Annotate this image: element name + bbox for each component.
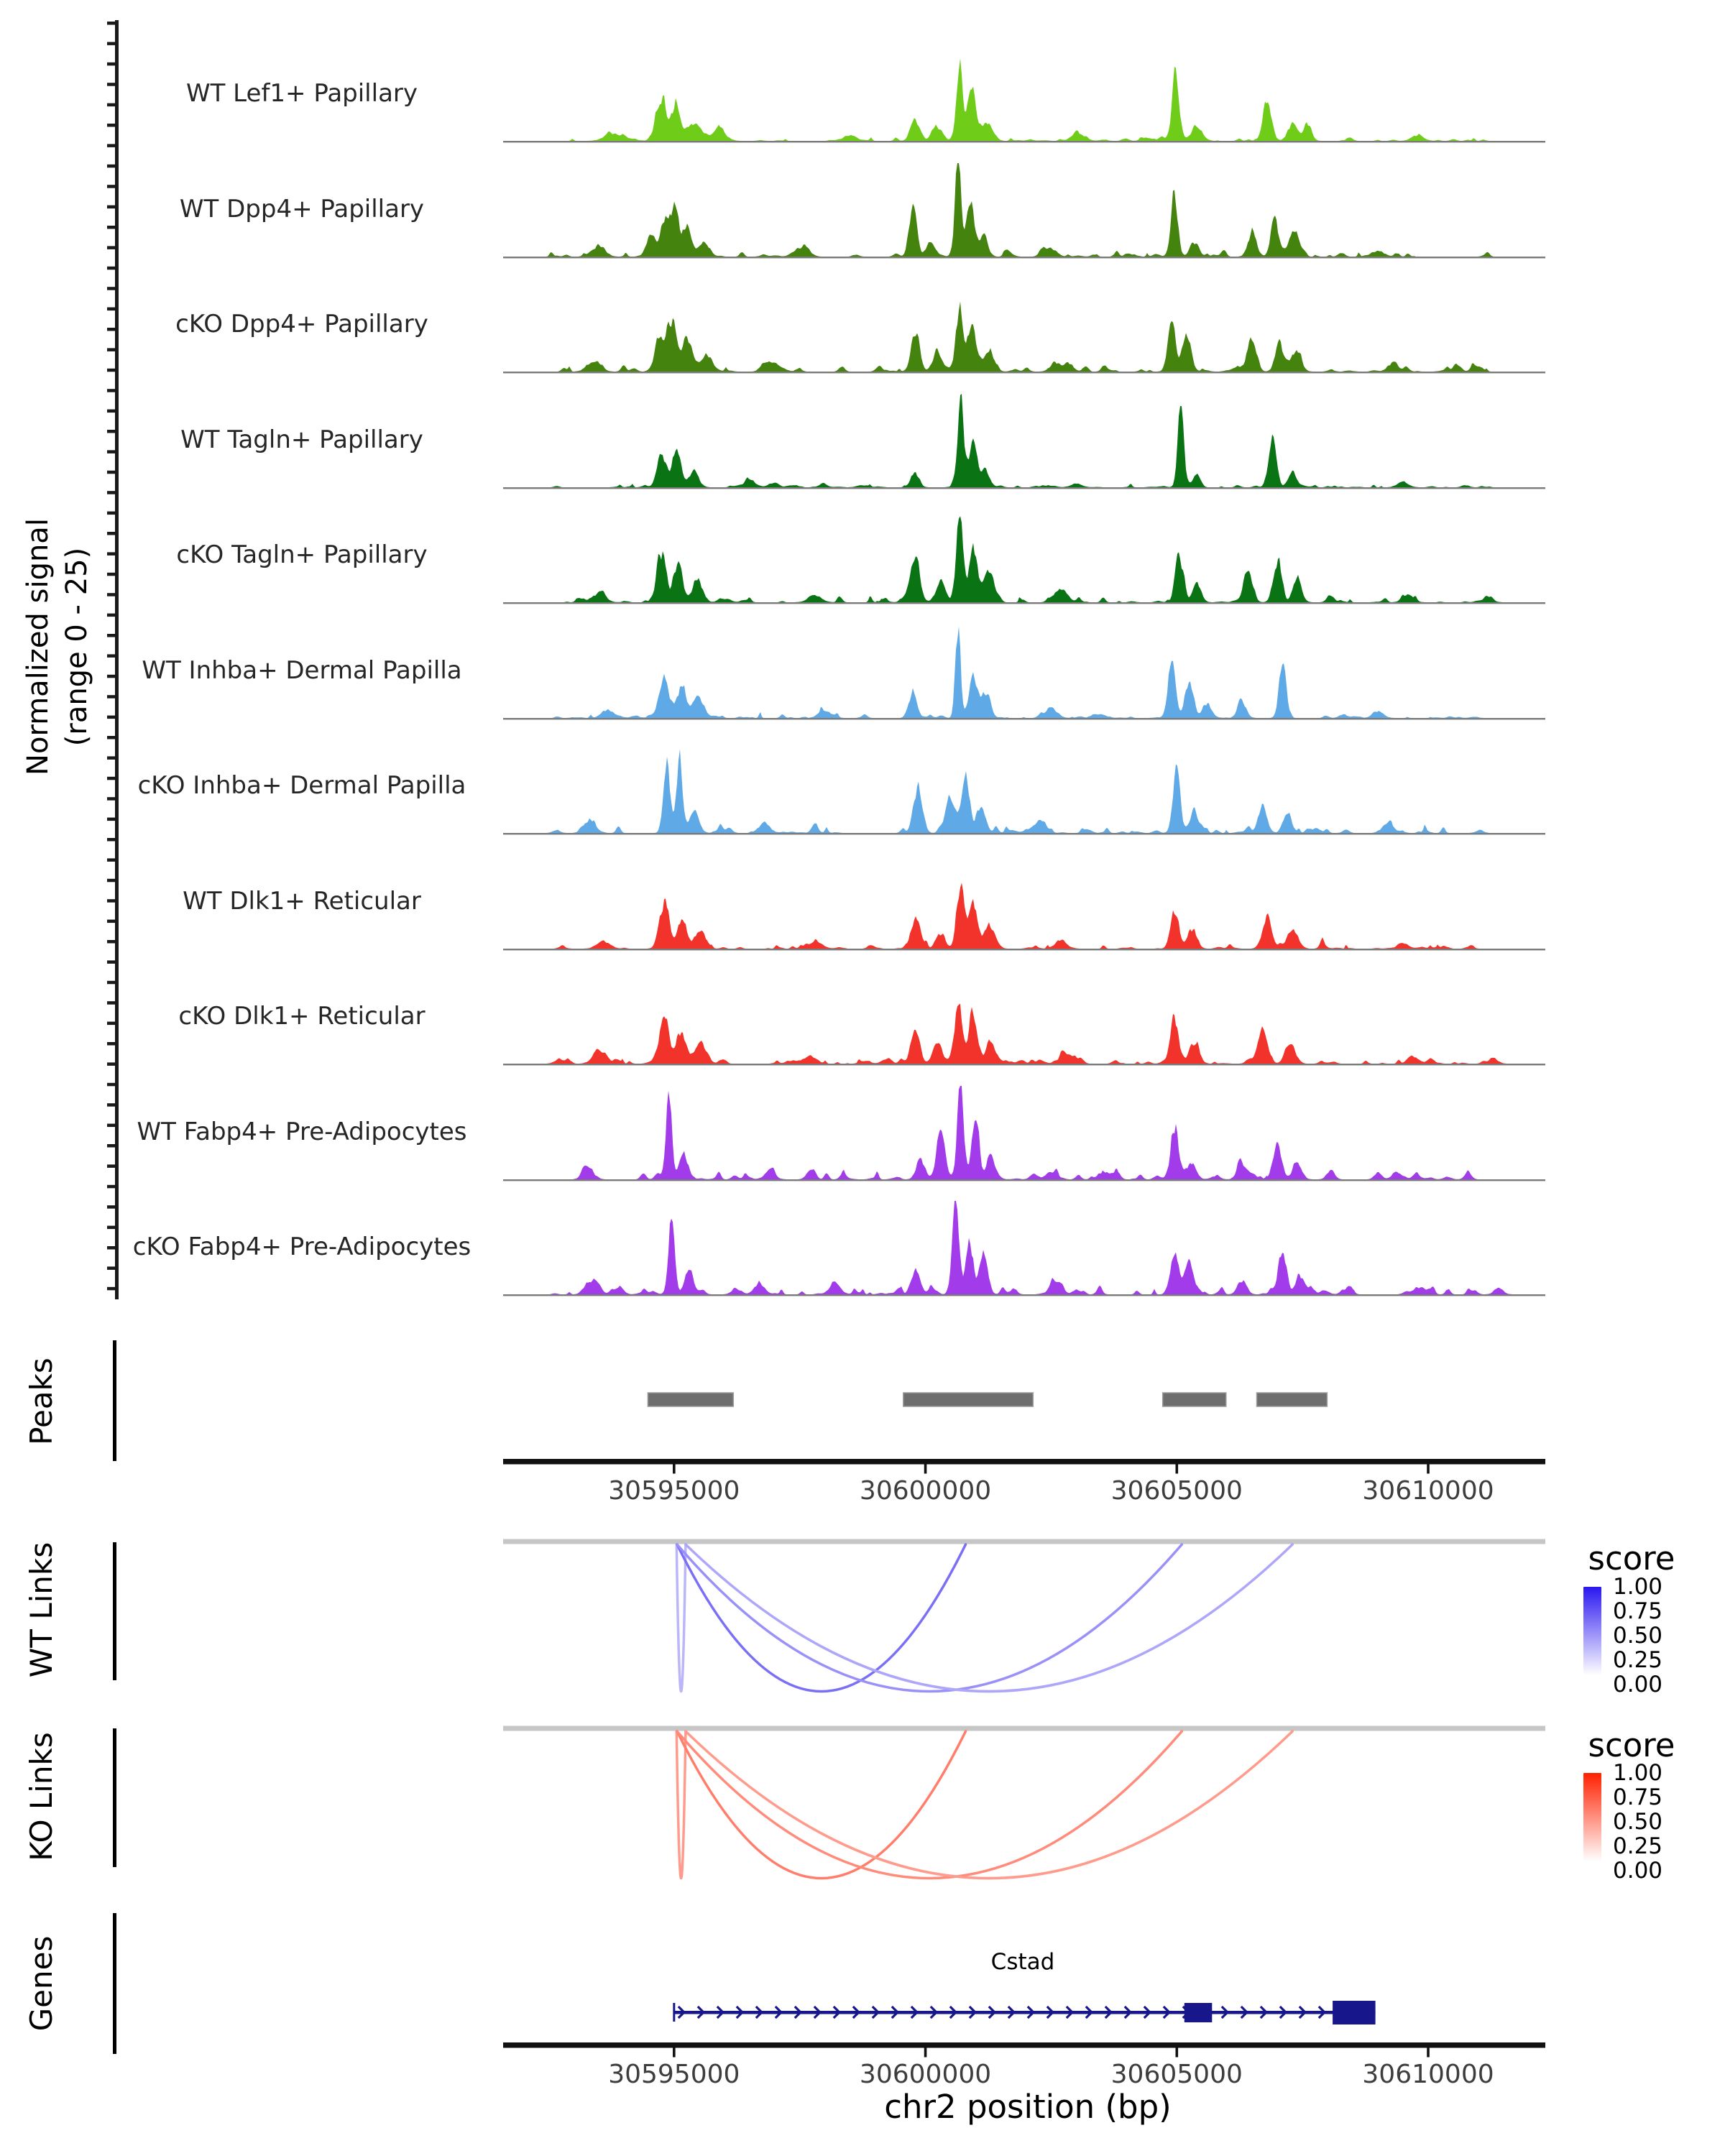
y-axis-tick xyxy=(107,206,115,209)
score-legend-tick-label: 0.25 xyxy=(1613,1833,1663,1859)
track-label: WT Dlk1+ Reticular xyxy=(183,886,421,916)
track-label: cKO Tagln+ Papillary xyxy=(176,540,428,569)
ko-links-arcs xyxy=(503,1724,1545,1904)
track-signal-svg xyxy=(503,382,1545,489)
y-axis-tick xyxy=(107,858,115,862)
axis-tick xyxy=(1427,2048,1430,2058)
y-axis-tick xyxy=(107,756,115,760)
y-axis-tick xyxy=(107,634,115,637)
links-top-line xyxy=(503,1726,1545,1731)
coverage-area xyxy=(503,626,1545,717)
axis-line xyxy=(503,1459,1545,1465)
peak-interval xyxy=(648,1393,733,1406)
track-baseline xyxy=(503,1064,1545,1065)
track-baseline xyxy=(503,1179,1545,1181)
y-axis-tick xyxy=(107,573,115,576)
axis-tick-label: 30600000 xyxy=(859,1476,992,1506)
track-label: WT Dpp4+ Papillary xyxy=(179,194,425,224)
ko-score-legend-title: score xyxy=(1588,1726,1675,1764)
axis-tick-label: 30610000 xyxy=(1362,2060,1494,2089)
coverage-area xyxy=(503,1201,1545,1294)
y-axis-tick xyxy=(107,736,115,740)
axis-tick xyxy=(924,1465,927,1474)
axis-tick xyxy=(673,1465,676,1474)
axis-tick xyxy=(924,2048,927,2058)
y-axis-tick xyxy=(107,920,115,923)
link-arc xyxy=(677,1731,966,1879)
y-axis-tick xyxy=(107,1226,115,1230)
track-signal-svg xyxy=(503,1189,1545,1296)
y-axis-tick xyxy=(107,797,115,801)
y-axis-tick xyxy=(107,532,115,535)
y-axis-tick xyxy=(107,328,115,331)
y-axis-tick xyxy=(107,818,115,821)
genome-axis-top xyxy=(503,1457,1545,1522)
gene-tss-mark xyxy=(673,2003,675,2022)
y-axis-tick xyxy=(107,1124,115,1128)
y-axis-tick xyxy=(107,1042,115,1046)
y-axis-tick xyxy=(107,369,115,372)
y-axis-tick xyxy=(107,124,115,127)
score-legend-tick-label: 0.50 xyxy=(1613,1623,1663,1649)
score-legend-tick-label: 0.00 xyxy=(1613,1858,1663,1884)
axis-tick-label: 30605000 xyxy=(1110,1476,1243,1506)
track-label: WT Lef1+ Papillary xyxy=(185,79,418,108)
track-signal-svg xyxy=(503,151,1545,259)
score-legend-tick-label: 0.50 xyxy=(1613,1809,1663,1835)
y-axis-tick xyxy=(107,1287,115,1291)
ko-links-section-bar xyxy=(113,1728,116,1867)
y-axis-tick xyxy=(107,1185,115,1189)
wt-score-legend-ticks xyxy=(1613,1574,1706,1697)
y-axis-tick xyxy=(107,695,115,699)
coverage-area xyxy=(503,1004,1545,1064)
y-axis-tick xyxy=(107,1022,115,1026)
link-arc xyxy=(676,1731,686,1879)
y-axis-tick xyxy=(107,654,115,658)
link-arc xyxy=(686,1731,1292,1879)
y-axis-tick xyxy=(107,42,115,45)
y-axis-tick xyxy=(107,83,115,86)
y-axis-tick xyxy=(107,185,115,188)
y-axis-tick xyxy=(107,430,115,433)
peaks-section-bar xyxy=(113,1340,116,1461)
axis-tick-label: 30600000 xyxy=(859,2060,992,2089)
score-legend-tick-label: 0.75 xyxy=(1613,1784,1663,1810)
peak-interval xyxy=(1163,1393,1226,1406)
track-baseline xyxy=(503,372,1545,373)
score-legend-tick-label: 0.25 xyxy=(1613,1647,1663,1673)
y-axis-tick xyxy=(107,491,115,494)
coverage-area xyxy=(503,58,1545,141)
coverage-area xyxy=(503,1086,1545,1179)
peaks-section-label: Peaks xyxy=(23,1358,59,1445)
wt-score-legend-title: score xyxy=(1588,1539,1675,1577)
x-axis-label: chr2 position (bp) xyxy=(884,2087,1172,2126)
track-baseline xyxy=(503,257,1545,258)
y-axis-tick xyxy=(107,614,115,617)
axis-tick-label: 30605000 xyxy=(1110,2060,1243,2089)
y-axis-tick xyxy=(107,410,115,413)
y-axis-tick xyxy=(107,777,115,780)
y-axis-tick xyxy=(107,389,115,392)
y-axis-tick xyxy=(107,1164,115,1168)
track-signal-svg xyxy=(503,612,1545,720)
y-axis-tick xyxy=(107,1205,115,1209)
ko-score-legend-gradient xyxy=(1583,1773,1601,1861)
y-axis-tick xyxy=(107,1062,115,1066)
y-axis-tick xyxy=(107,1083,115,1087)
track-baseline xyxy=(503,718,1545,719)
y-axis-tick xyxy=(107,675,115,678)
coverage-area xyxy=(503,163,1545,257)
y-axis-tick xyxy=(107,593,115,596)
y-axis-tick xyxy=(107,1103,115,1107)
track-label: cKO Dpp4+ Papillary xyxy=(175,310,428,338)
y-axis-tick xyxy=(107,879,115,883)
track-label: WT Tagln+ Papillary xyxy=(180,425,423,454)
y-axis-tick xyxy=(107,940,115,944)
y-axis-tick xyxy=(107,267,115,270)
y-axis-tick xyxy=(107,471,115,474)
track-baseline xyxy=(503,141,1545,142)
y-axis-tick xyxy=(107,1246,115,1250)
y-axis-tick xyxy=(107,1001,115,1005)
track-label: cKO Fabp4+ Pre-Adipocytes xyxy=(132,1233,472,1261)
score-legend-tick-label: 1.00 xyxy=(1613,1760,1663,1786)
wt-score-legend-gradient xyxy=(1583,1587,1601,1675)
track-label: cKO Inhba+ Dermal Papilla xyxy=(137,771,466,800)
axis-tick xyxy=(1175,2048,1178,2058)
coverage-area xyxy=(503,302,1545,372)
gene-exon xyxy=(1184,2003,1213,2022)
link-arc xyxy=(677,1544,966,1692)
y-axis-tick xyxy=(107,1266,115,1270)
track-baseline xyxy=(503,1294,1545,1296)
axis-tick xyxy=(1175,1465,1178,1474)
genes-section-bar xyxy=(113,1913,116,2054)
y-axis-tick xyxy=(107,287,115,290)
link-arc xyxy=(676,1544,686,1692)
y-axis-tick xyxy=(107,63,115,66)
track-signal-svg xyxy=(503,843,1545,951)
track-signal-svg xyxy=(503,497,1545,604)
score-legend-tick-label: 1.00 xyxy=(1613,1574,1663,1600)
wt-links-section-label: WT Links xyxy=(23,1542,59,1678)
track-label: WT Fabp4+ Pre-Adipocytes xyxy=(137,1117,467,1146)
track-signal-svg xyxy=(503,266,1545,374)
y-axis-tick xyxy=(107,450,115,453)
gene-model xyxy=(503,1981,1545,2032)
links-top-line xyxy=(503,1539,1545,1544)
track-signal-svg xyxy=(503,958,1545,1066)
track-label: cKO Dlk1+ Reticular xyxy=(178,1002,426,1031)
y-axis-tick xyxy=(107,348,115,351)
track-signal-svg xyxy=(503,1074,1545,1181)
wt-links-arcs xyxy=(503,1537,1545,1717)
y-axis-tick xyxy=(107,144,115,147)
link-arc xyxy=(686,1544,1292,1692)
track-baseline xyxy=(503,833,1545,834)
y-axis-tick xyxy=(107,246,115,249)
y-axis-tick xyxy=(107,103,115,107)
coverage-area xyxy=(503,883,1545,949)
y-axis-tick xyxy=(107,552,115,556)
peaks-track xyxy=(503,1391,1545,1409)
axis-tick-label: 30595000 xyxy=(608,1476,740,1506)
peak-interval xyxy=(1257,1393,1328,1406)
y-axis-tick xyxy=(107,512,115,515)
y-axis-tick xyxy=(107,165,115,168)
y-axis-tick xyxy=(107,981,115,985)
y-axis-tick xyxy=(107,308,115,311)
y-axis-tick xyxy=(107,716,115,719)
score-legend-tick-label: 0.75 xyxy=(1613,1598,1663,1624)
coverage-area xyxy=(503,394,1545,487)
track-signal-svg xyxy=(503,727,1545,835)
y-axis-tick xyxy=(107,226,115,229)
y-axis-tick xyxy=(107,1144,115,1148)
gene-exon xyxy=(1333,2001,1376,2024)
ko-links-section-label: KO Links xyxy=(23,1732,59,1861)
wt-links-section-bar xyxy=(113,1542,116,1680)
score-legend-tick-label: 0.00 xyxy=(1613,1672,1663,1697)
axis-line xyxy=(503,2042,1545,2048)
axis-tick-label: 30595000 xyxy=(608,2060,740,2089)
track-baseline xyxy=(503,949,1545,950)
y-axis-label xyxy=(19,374,96,920)
coverage-area xyxy=(503,516,1545,602)
genes-section-label: Genes xyxy=(23,1935,59,2032)
track-label: WT Inhba+ Dermal Papilla xyxy=(142,655,462,685)
coverage-area xyxy=(503,750,1545,834)
axis-tick xyxy=(1427,1465,1430,1474)
axis-tick-label: 30610000 xyxy=(1362,1476,1494,1506)
y-axis-label-line2: (range 0 - 25) xyxy=(60,547,93,747)
track-baseline xyxy=(503,487,1545,489)
y-axis-tick xyxy=(107,899,115,903)
axis-tick xyxy=(673,2048,676,2058)
track-baseline xyxy=(503,602,1545,604)
ko-score-legend-ticks xyxy=(1613,1760,1706,1884)
track-signal-svg xyxy=(503,35,1545,143)
gene-name-label: Cstad xyxy=(990,1949,1055,1975)
y-axis-tick xyxy=(107,838,115,842)
y-axis-label-line1: Normalized signal xyxy=(22,518,55,775)
y-axis-tick xyxy=(107,22,115,25)
y-axis-tick xyxy=(107,960,115,964)
peak-interval xyxy=(903,1393,1034,1406)
